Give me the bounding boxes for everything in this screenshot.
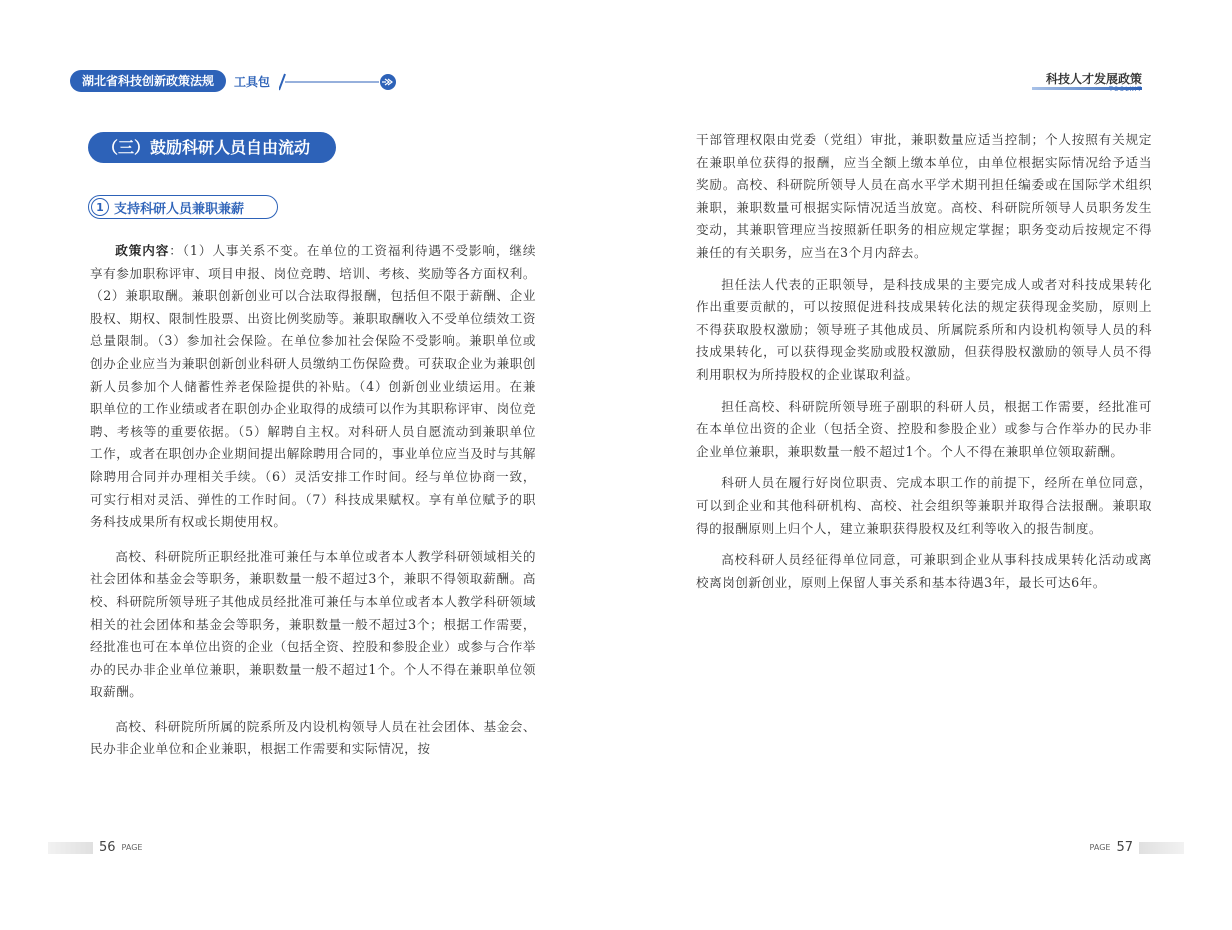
body-paragraph: 高校、科研院所正职经批准可兼任与本单位或者本人教学科研领域相关的社会团体和基金会等职务，兼职数量一般不超过3个，兼职不得领取薪酬。高校、科研院所领导班子其他成员经批准可兼任与本单位或者本人教学科研领域相关的社会团体和基金会等职务，兼职数量一般不超过3个；根据工作需要，经批准也可在本单位出资的企业（包括全资、控股和参股企业）或参与合作举办的民办非企业单位兼职，兼职数量一般不超过1个。个人不得在兼职单位领取薪酬。	[90, 548, 536, 700]
chapter-header	[1046, 72, 1142, 94]
footer-bar	[1139, 842, 1184, 854]
right-body	[696, 129, 1152, 594]
subsection-number: 1	[91, 198, 109, 216]
subsection-title	[88, 195, 278, 219]
chapter-underline	[1032, 87, 1142, 90]
body-paragraph: 高校、科研院所所属的院系所及内设机构领导人员在社会团体、基金会、民办非企业单位和企业兼职，根据工作需要和实际情况，按	[90, 718, 536, 757]
page-number: 57	[1116, 840, 1133, 855]
book-header	[70, 70, 270, 92]
policy-paragraph	[90, 240, 536, 534]
right-footer	[1090, 840, 1184, 855]
page-label: PAGE	[1089, 843, 1111, 852]
body-paragraph: 高校科研人员经征得单位同意，可兼职到企业从事科技成果转化活动或离校离岗创新创业，原则上保留人事关系和基本待遇3年，最长可达6年。	[696, 552, 1152, 590]
right-page	[616, 0, 1232, 930]
subsection-label: 支持科研人员兼职兼薪	[114, 201, 245, 217]
body-paragraph: 担任高校、科研院所领导班子副职的科研人员，根据工作需要，经批准可在本单位出资的企业（包括全资、控股和参股企业）或参与合作举办的民办非企业单位兼职，兼职数量一般不超过1个。个人不得在兼职单位领取薪酬。	[696, 398, 1152, 459]
body-paragraph: 干部管理权限由党委（党组）审批，兼职数量应适当控制；个人按照有关规定在兼职单位获得的报酬，应当全额上缴本单位，由单位根据实际情况给予适当奖励。高校、科研院所领导人员在高水平学术期刊担任编委或在国际学术组织兼职，兼职数量可根据实际情况适当放宽。高校、科研院所领导人员职务发生变动，其兼职管理应当按照新任职务的相应规定掌握；职务变动后按规定不得兼任的有关职务，应当在3个月内辞去。	[696, 132, 1152, 260]
page-number: 56	[99, 840, 116, 855]
page-label: PAGE	[121, 843, 143, 852]
chapter-title: 科技人才发展政策	[1045, 72, 1142, 86]
book-title: 湖北省科技创新政策法规	[70, 70, 226, 92]
left-body	[90, 240, 536, 761]
header-divider	[279, 72, 399, 92]
body-paragraph: 担任法人代表的正职领导，是科技成果的主要完成人或者对科技成果转化作出重要贡献的，可以按照促进科技成果转化法的规定获得现金奖励，原则上不得获取股权激励；领导班子其他成员、所属院系所和内设机构领导人员的科技成果转化，可以获得现金奖励或股权激励，但获得股权激励的领导人员不得利用职权为所持股权的企业谋取利益。	[696, 276, 1152, 382]
book-toolkit-label: 工具包	[234, 74, 271, 89]
body-paragraph: 科研人员在履行好岗位职责、完成本职工作的前提下，经所在单位同意，可以到企业和其他科研机构、高校、社会组织等兼职并取得合法报酬。兼职取得的报酬原则上归个人，建立兼职获得股权及红利等收入的报告制度。	[696, 475, 1152, 536]
policy-text: ：（1）人事关系不变。在单位的工资福利待遇不受影响，继续享有参加职称评审、项目申报、岗位竞聘、培训、考核、奖励等各方面权利。（2）兼职取酬。兼职创新创业可以合法取得报酬，包括但不限于薪酬、企业股权、期权、限制性股票、出资比例奖励等。兼职取酬收入不受单位绩效工资总量限制。（3）参加社会保险。在单位参加社会保险不受影响。兼职单位或创办企业应当为兼职创新创业科研人员缴纳工伤保险费。可获取企业为兼职创新人员参加个人储蓄性养老保险提供的补贴。（4）创新创业业绩运用。在兼职单位的工作业绩或者在职创办企业取得的成绩可以作为其职称评审、岗位竞聘、考核等的重要依据。（5）解聘自主权。对科研人员自愿流动到兼职单位工作，或者在职创办企业期间提出解除聘用合同的，事业单位应当及时与其解除聘用合同并办理相关手续。（6）灵活安排工作时间。经与单位协商一致，可实行相对灵活、弹性的工作时间。（7）科技成果赋权。享有单位赋予的职务科技成果所有权或长期使用权。	[90, 243, 536, 530]
footer-bar	[48, 842, 93, 854]
policy-lead-label: 政策内容	[115, 243, 170, 258]
forward-circle-icon	[380, 74, 396, 90]
left-footer	[48, 840, 142, 855]
section-title: （三）鼓励科研人员自由流动	[88, 132, 336, 163]
